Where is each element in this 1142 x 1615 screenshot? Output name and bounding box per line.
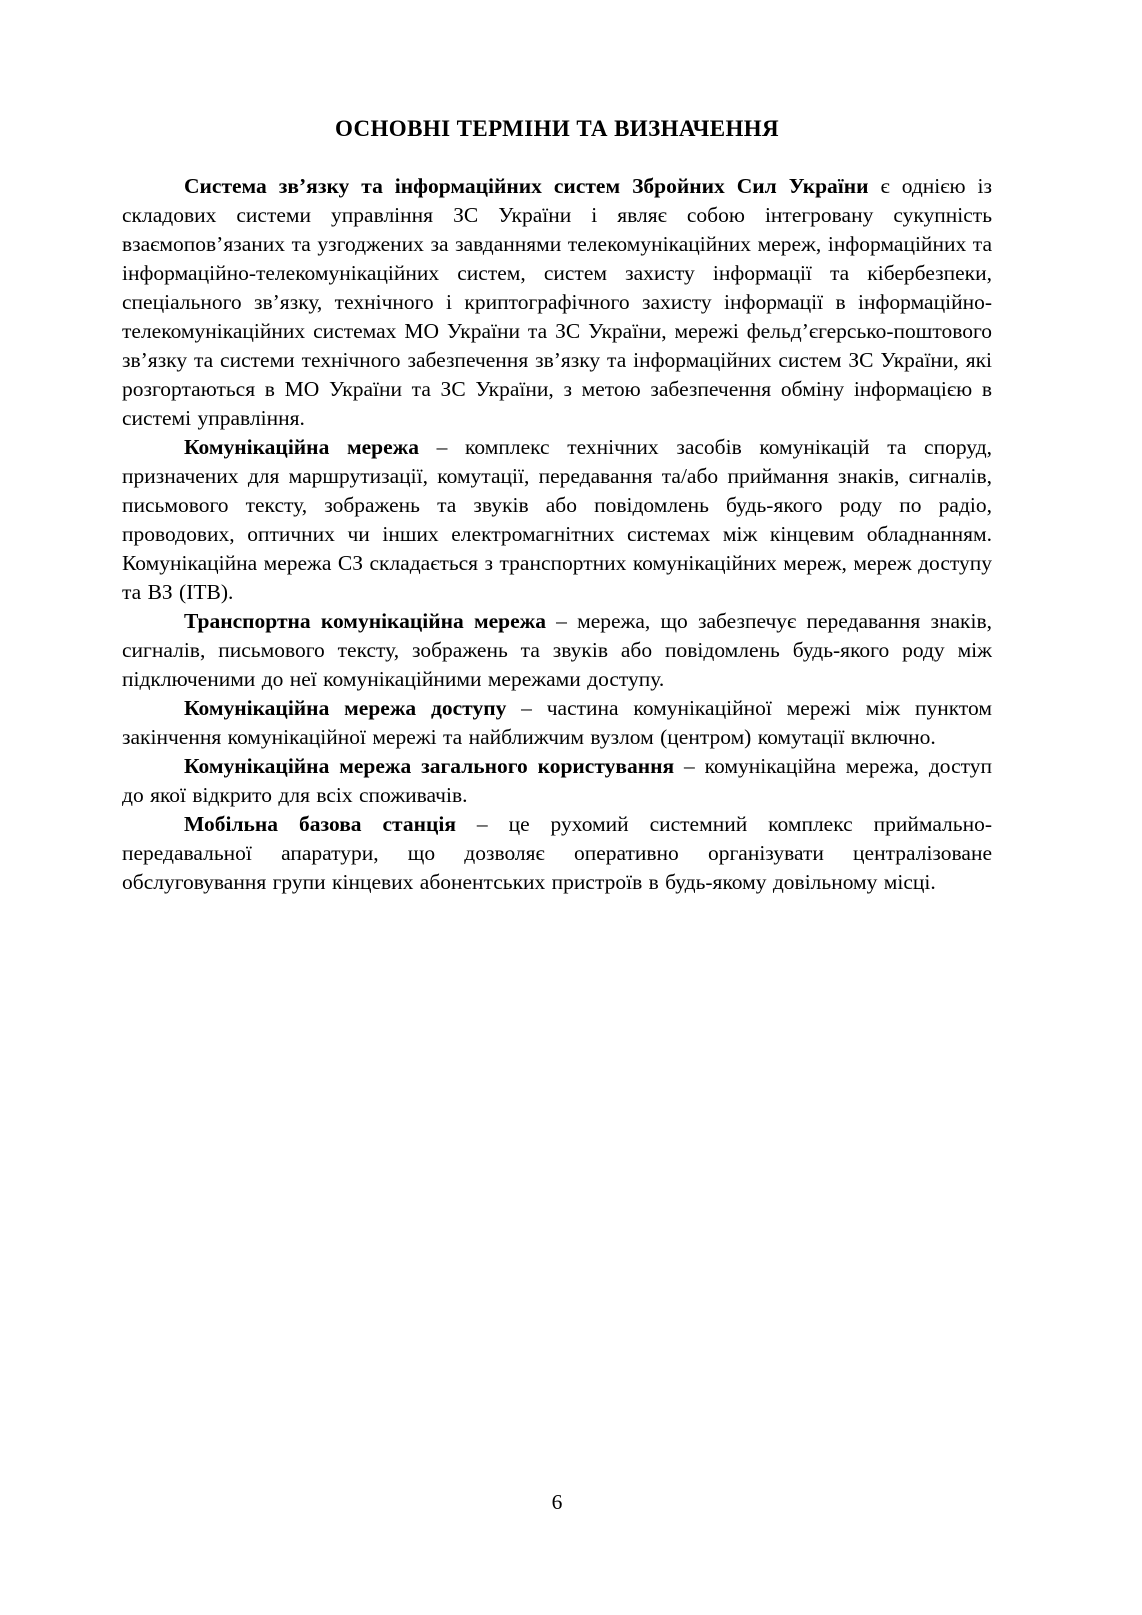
term-label: Мобільна базова станція bbox=[184, 812, 456, 836]
term-definition: – це рухомий системний комплекс приймально-передавальної апаратури, що дозволяє оперативно організувати централізоване обслуговування групи кінцевих абонентських пристроїв в будь-якому довільному місці. bbox=[122, 812, 992, 894]
term-definition: – мережа, що забезпечує передавання знаків, сигналів, письмового тексту, зображень та звуків або повідомлень будь-якого роду між підключеними до неї комунікаційними мережами доступу. bbox=[122, 609, 992, 691]
paragraph-mobile-base-station bbox=[122, 810, 992, 897]
term-label: Система зв’язку та інформаційних систем Збройних Сил України bbox=[184, 174, 869, 198]
term-definition: – комунікаційна мережа, доступ до якої відкрито для всіх споживачів. bbox=[122, 754, 992, 807]
term-definition: є однією із складових системи управління ЗС України і являє собою інтегровану сукупність взаємопов’язаних та узгоджених за завданнями телекомунікаційних мереж, інформаційних та інформаційно-телекомунікаційних систем, систем захисту інформації та кібербезпеки, спеціального зв’язку, технічного і криптографічного захисту інформації в інформаційно-телекомунікаційних системах МО України та ЗС України, мережі фельд’єгерсько-поштового зв’язку та системи технічного забезпечення зв’язку та інформаційних систем ЗС України, які розгортаються в МО України та ЗС України, з метою забезпечення обміну інформацією в системі управління. bbox=[122, 174, 992, 430]
term-definition: – частина комунікаційної мережі між пунктом закінчення комунікаційної мережі та найближчим вузлом (центром) комутації включно. bbox=[122, 696, 992, 749]
page-title: ОСНОВНІ ТЕРМІНИ ТА ВИЗНАЧЕННЯ bbox=[334, 116, 780, 141]
paragraph-public-network bbox=[122, 752, 992, 810]
paragraph-communication-network bbox=[122, 433, 992, 607]
document-body bbox=[122, 172, 992, 897]
paragraph-system-of-communication bbox=[122, 172, 992, 433]
term-label: Комунікаційна мережа bbox=[184, 435, 419, 459]
term-definition: – комплекс технічних засобів комунікацій та споруд, призначених для маршрутизації, комутації, передавання та/або приймання знаків, сигналів, письмового тексту, зображень та звуків або повідомлень будь-якого роду по радіо, проводових, оптичних чи інших електромагнітних системах між кінцевим обладнанням. Комунікаційна мережа СЗ складається з транспортних комунікаційних мереж, мереж доступу та ВЗ (ІТВ). bbox=[122, 435, 993, 604]
term-label: Комунікаційна мережа загального користування bbox=[184, 754, 675, 778]
term-label: Комунікаційна мережа доступу bbox=[184, 696, 507, 720]
term-label: Транспортна комунікаційна мережа bbox=[184, 609, 546, 633]
page-number: 6 bbox=[551, 1490, 563, 1514]
paragraph-transport-network bbox=[122, 607, 992, 694]
paragraph-access-network bbox=[122, 694, 992, 752]
